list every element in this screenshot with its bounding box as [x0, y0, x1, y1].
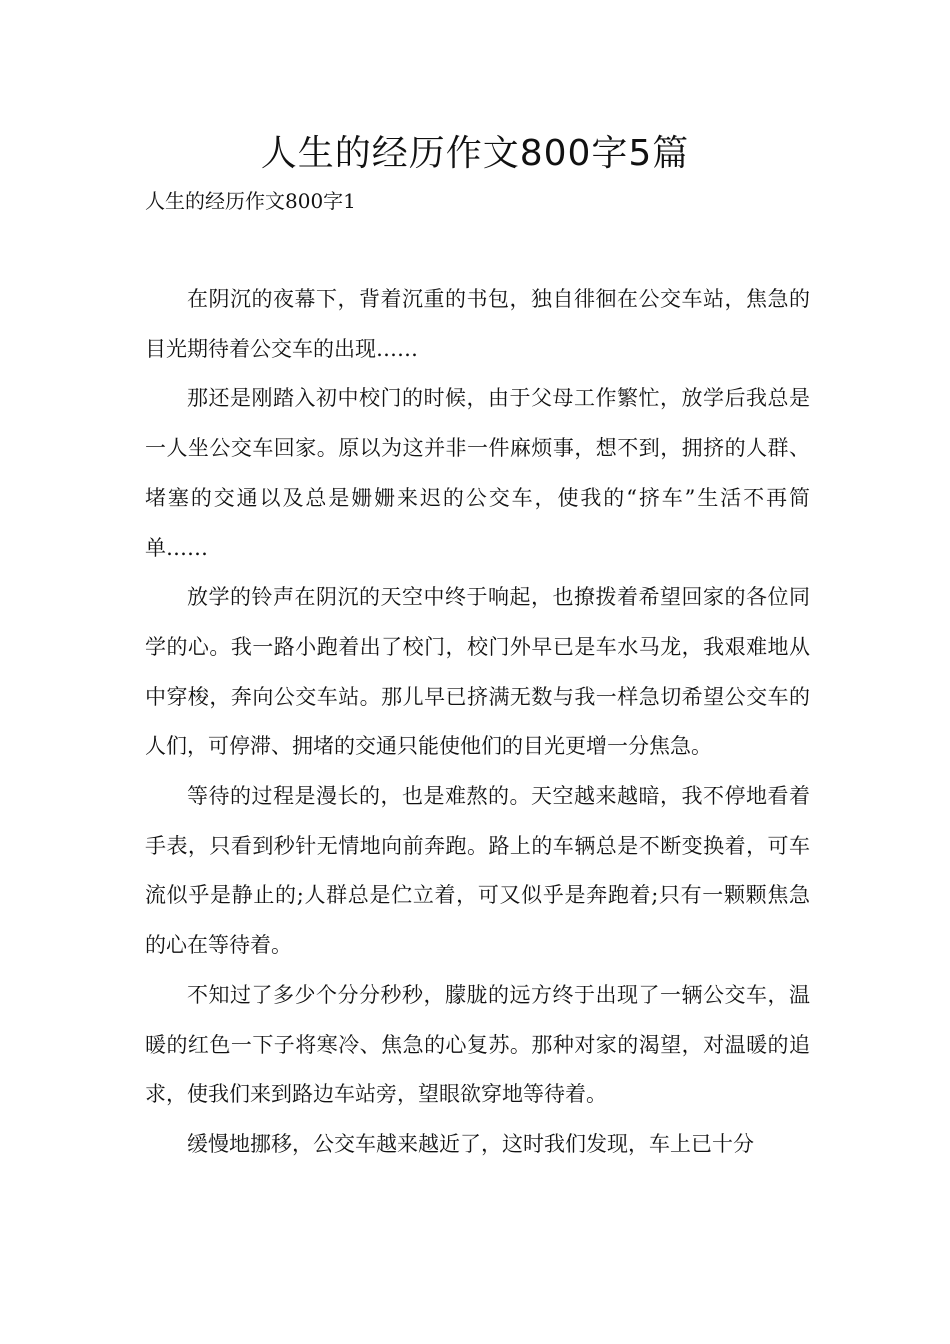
paragraph: 缓慢地挪移，公交车越来越近了，这时我们发现，车上已十分	[187, 1131, 754, 1156]
paragraph: 在阴沉的夜幕下，背着沉重的书包，独自徘徊在公交车站，焦急的目光期待着公交车的出现……	[145, 287, 810, 361]
paragraph: 不知过了多少个分分秒秒，朦胧的远方终于出现了一辆公交车，温暖的红色一下子将寒冷、焦急的心复苏。那种对家的渴望，对温暖的追求，使我们来到路边车站旁，望眼欲穿地等待着。	[145, 982, 810, 1107]
document-title: 人生的经历作文800字5篇	[260, 133, 690, 174]
paragraph: 那还是刚踏入初中校门的时候，由于父母工作繁忙，放学后我总是一人坐公交车回家。原以为这并非一件麻烦事，想不到，拥挤的人群、堵塞的交通以及总是姗姗来迟的公交车，使我的“挤车”生活不再简单……	[145, 386, 810, 560]
paragraph: 等待的过程是漫长的，也是难熬的。天空越来越暗，我不停地看着手表，只看到秒针无情地向前奔跑。路上的车辆总是不断变换着，可车流似乎是静止的;人群总是伫立着，可又似乎是奔跑着;只有一颗颗焦急的心在等待着。	[145, 784, 810, 958]
article-body	[145, 275, 810, 1170]
section-heading: 人生的经历作文800字1	[145, 189, 356, 213]
paragraph: 放学的铃声在阴沉的天空中终于响起，也撩拨着希望回家的各位同学的心。我一路小跑着出了校门，校门外早已是车水马龙，我艰难地从中穿梭，奔向公交车站。那儿早已挤满无数与我一样急切希望公交车的人们，可停滞、拥堵的交通只能使他们的目光更增一分焦急。	[145, 585, 810, 759]
